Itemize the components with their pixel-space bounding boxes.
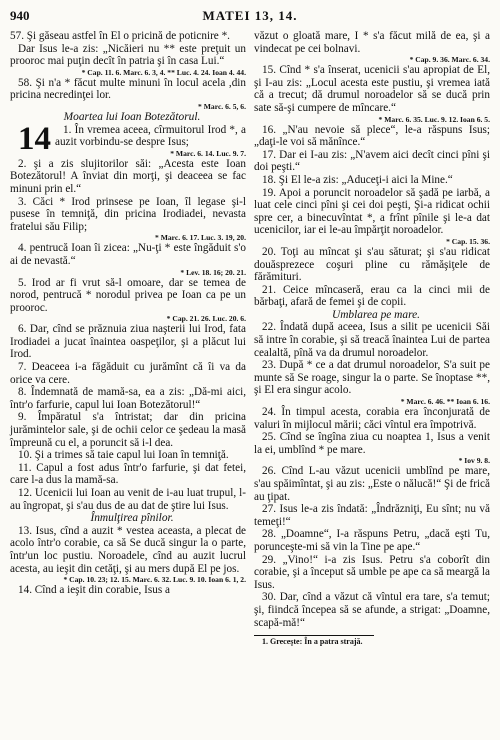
cross-reference: * Cap. 11. 6. Marc. 6. 3, 4. ** Luc. 4. 24. Ioan 4. 44. xyxy=(81,67,246,77)
verse: 20. Toţi au mîncat şi s'au săturat; şi s'au ridicat douăsprezece coşuri pline cu rămăşiţele de fărămituri. xyxy=(254,245,490,284)
verse: 12. Ucenicii lui Ioan au venit de i-au luat trupul, l-au îngropat, şi s'au dus de au dat de ştire lui Isus. xyxy=(10,487,246,512)
verse: 21. Ceice mîncaseră, erau ca la cinci mii de bărbaţi, afară de femei şi de copii. xyxy=(254,283,490,309)
verse-text: 1. În vremea aceea, cîrmuitorul Irod *, a auzit vorbindu-se despre Isus; xyxy=(55,123,246,149)
verse: 2. şi a zis slujitorilor săi: „Acesta este Ioan Botezătorul! A înviat din morţi, şi deaceea se fac minuni prin el.“ xyxy=(10,157,246,195)
cross-reference: * Marc. 6. 35. Luc. 9. 12. Ioan 6. 5. xyxy=(378,114,490,124)
verse: 28. „Doamne“, I-a răspuns Petru, „dacă eşti Tu, porunceşte-mi să vin la Tine pe ape.“ xyxy=(254,528,490,553)
verse: 11. Capul a fost adus într'o farfurie, şi dat fetei, care l-a dus la mamă-sa. xyxy=(10,461,246,487)
verse: 18. Şi El le-a zis: „Aduceţi-i aici la Mine.“ xyxy=(262,173,453,186)
verse: Dar Isus le-a zis: „Nicăieri nu ** este preţuit un prooroc mai puţin decît în patria şi în casa Lui.“ xyxy=(10,42,246,68)
verse: 5. Irod ar fi vrut să-l omoare, dar se temea de norod, pentrucă * norodul privea pe Ioan ca pe un prooroc. xyxy=(10,276,246,314)
verse: 29. „Vino!“ i-a zis Isus. Petru s'a coborît din corabie, şi a început să umble pe ape ca să meargă la Isus. xyxy=(254,553,490,591)
verse: 25. Cînd se îngîna ziua cu noaptea 1, Isus a venit la ei, umblînd * pe mare. xyxy=(254,431,490,456)
text-columns xyxy=(10,30,490,649)
verse: 4. pentrucă Ioan îi zicea: „Nu-ţi * este îngăduit s'o ai de nevastă.“ xyxy=(10,242,246,267)
cross-reference: * Iov 9. 8. xyxy=(458,456,490,466)
verse: 15. Cînd * s'a înserat, ucenicii s'au apropiat de El, şi I-au zis: „Locul acesta este pustiu, şi vremea iată că a trecut; dă drumul noroadelor să se ducă prin sate să-şi cumpere de mîncare.“ xyxy=(254,64,490,114)
verse: 3. Căci * Irod prinsese pe Ioan, îl legase şi-l pusese în temniţă, din pricina Irodiadei, nevasta fratelui său Filip; xyxy=(10,195,246,233)
cross-reference: * Cap. 10. 23; 12. 15. Marc. 6. 32. Luc. 9. 10. Ioan 6. 1, 2. xyxy=(63,575,246,585)
verse: 23. După * ce a dat drumul noroadelor, S'a suit pe munte să Se roage, singur la o parte. Se înoptase **, şi El era singur acolo. xyxy=(254,359,490,397)
chapter-number: 14 xyxy=(18,120,51,157)
page-header xyxy=(10,8,490,26)
verse: 19. Apoi a poruncit noroadelor să şadă pe iarbă, a luat cele cinci pîni şi cei doi peşti, Şi-a ridicat ochii spre cer, a binecuvîntat *, a frînt pînile şi le-a dat ucenicilor, iar ei le-au împărţit noroadelor. xyxy=(254,186,490,237)
verse: 6. Dar, cînd se prăznuia ziua naşterii lui Irod, fata Irodiadei a jucat înaintea oaspeţilor, şi a plăcut lui Irod. xyxy=(10,323,246,361)
section-heading: Înmulţirea pînilor. xyxy=(90,512,174,525)
verse: 30. Dar, cînd a văzut că vîntul era tare, s'a temut; şi, fiindcă începea să se afunde, a strigat: „Doamne, scapă-mă!“ xyxy=(254,591,490,629)
cross-reference: * Cap. 15. 36. xyxy=(446,236,490,246)
verse: 13. Isus, cînd a auzit * vestea aceasta, a plecat de acolo într'o corabie, ca să Se ducă singur la o parte, într'un loc pustiu. Noroadele, cînd au auzit lucrul acesta, au ieşit din cetăţi, şi au mers după El pe jos. xyxy=(10,524,246,575)
verse: 26. Cînd L-au văzut ucenicii umblînd pe mare, s'au spăimîntat, şi au zis: „Este o nălucă!“ Şi de frică au ţipat. xyxy=(254,465,490,503)
verse: 10. Şi a trimes să taie capul lui Ioan în temniţă. xyxy=(18,449,229,462)
cross-reference: * Marc. 6. 5, 6. xyxy=(198,101,246,111)
cross-reference: * Marc. 6. 17. Luc. 3. 19, 20. xyxy=(155,233,246,243)
section-heading: Moartea lui Ioan Botezătorul. xyxy=(63,110,201,123)
running-title: MATEI 13, 14. xyxy=(202,8,298,23)
section-heading: Umblarea pe mare. xyxy=(331,308,421,321)
verse: văzut o gloată mare, I * s'a făcut milă de ea, şi a vindecat pe cei bolnavi. xyxy=(254,30,490,55)
footnote: 1. Greceşte: În a patra strajă. xyxy=(262,637,363,647)
verse: 14. Cînd a ieşit din corabie, Isus a xyxy=(18,584,170,597)
cross-reference: * Cap. 21. 26. Luc. 20. 6. xyxy=(166,314,246,324)
verse: 17. Dar ei I-au zis: „N'avem aici decît cinci pîni şi doi peşti.“ xyxy=(254,148,490,174)
right-column xyxy=(254,30,490,649)
verse: 22. Îndată după aceea, Isus a silit pe ucenicii Săi să intre în corabie, şi să treacă înaintea Lui de partea cealaltă, pînă va da drumul noroadelor. xyxy=(254,321,490,359)
cross-reference: * Marc. 6. 46. ** Ioan 6. 16. xyxy=(400,397,490,407)
verse: 58. Şi n'a * făcut multe minuni în locul acela ,din pricina necredinţei lor. xyxy=(10,76,246,102)
right-column-body xyxy=(254,30,490,629)
cross-reference: * Lev. 18. 16; 20. 21. xyxy=(180,267,246,277)
verse: 9. Împăratul s'a întristat; dar din pricina jurămintelor sale, şi de ochii celor ce şedeau la masă împreună cu el, a poruncit să i-l dea. xyxy=(10,411,246,449)
verse: 57. Şi găseau astfel în El o pricină de poticnire *. xyxy=(10,30,230,42)
verse: 7. Deaceea i-a făgăduit cu jurămînt că îi va da orice va cere. xyxy=(10,361,246,386)
cross-reference: * Cap. 9. 36. Marc. 6. 34. xyxy=(409,55,490,65)
left-column xyxy=(10,30,246,649)
verse: 16. „N'au nevoie să plece“, le-a răspuns Isus; „daţi-le voi să mănînce.“ xyxy=(254,123,490,149)
page-number: 940 xyxy=(10,8,30,23)
verse: 24. În timpul acesta, corabia era înconjurată de valuri în mijlocul mării; căci vîntul era împotrivă. xyxy=(254,406,490,431)
cross-reference: * Marc. 6. 14. Luc. 9. 7. xyxy=(170,148,246,158)
verse: 27. Isus le-a zis îndată: „Îndrăzniţi, Eu sînt; nu vă temeţi!“ xyxy=(254,503,490,528)
verse: 8. Îndemnată de mamă-sa, ea a zis: „Dă-mi aici, într'o farfurie, capul lui Ioan Botezătorul!“ xyxy=(10,386,246,411)
